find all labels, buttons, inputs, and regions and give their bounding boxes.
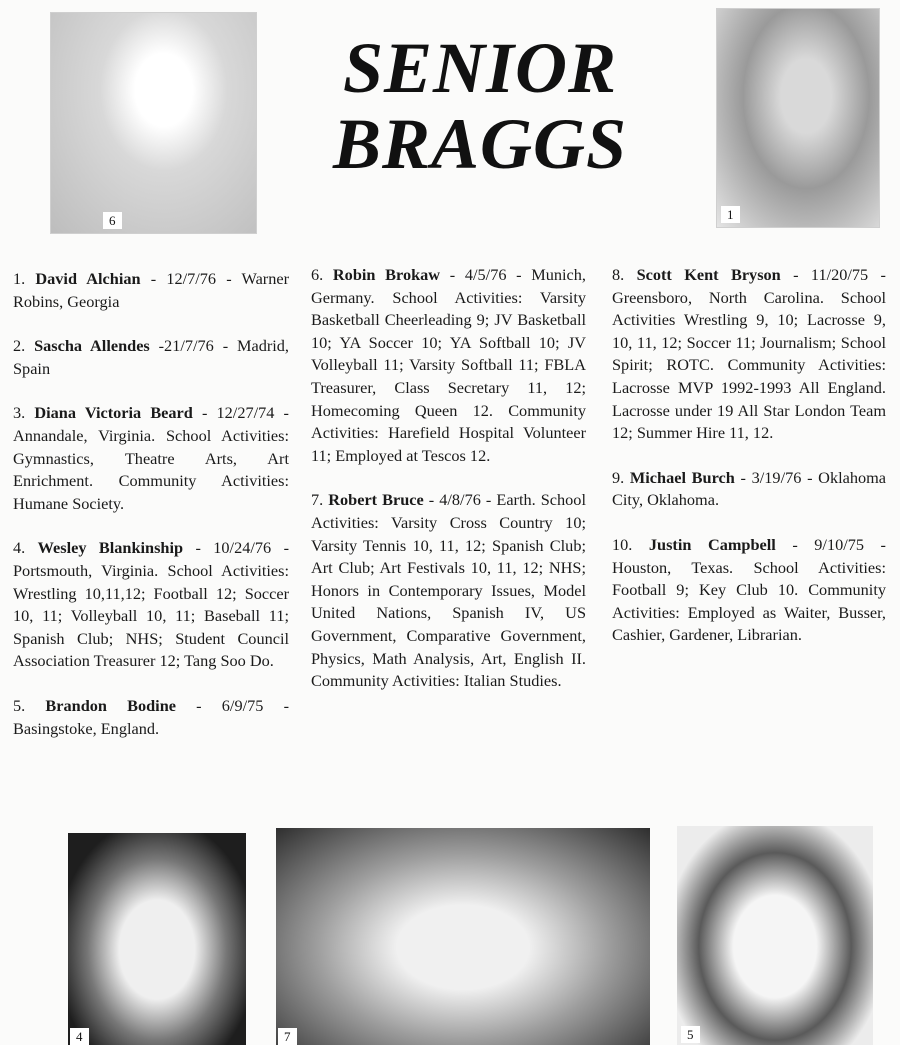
photo-image — [677, 826, 873, 1045]
senior-name: Michael Burch — [629, 467, 735, 487]
baby-photo-1 — [716, 8, 880, 228]
senior-entry: 2. Sascha Allendes -21/7/76 - Madrid, Spain — [13, 336, 289, 378]
baby-photo-7 — [276, 828, 650, 1045]
senior-name: Robert Bruce — [328, 490, 424, 510]
senior-name: Justin Campbell — [648, 534, 776, 554]
photo-image — [68, 833, 246, 1045]
baby-photo-6 — [50, 12, 257, 234]
column-2 — [311, 264, 586, 715]
senior-name: Diana Victoria Beard — [34, 403, 193, 423]
senior-entry: 9. Michael Burch - 3/19/76 - Oklahoma City, Oklahoma. — [612, 467, 887, 510]
senior-name: Brandon Bodine — [45, 695, 176, 715]
senior-name: Robin Brokaw — [332, 265, 441, 284]
page-title — [300, 30, 660, 182]
photo-number: 1 — [721, 206, 740, 223]
senior-entry: 4. Wesley Blankinship - 10/24/76 - Portsmouth, Virginia. School Activities: Wrestling 10,11,12; Football 12; Soccer 10, 11; Volleyball 10, 11; Baseball 11; Spanish Club; NHS; Student Council Association Treasurer 12; Tang Soo Do. — [13, 538, 289, 671]
photo-number: 6 — [103, 212, 122, 229]
senior-name: David Alchian — [35, 269, 141, 288]
baby-photo-4 — [68, 833, 246, 1045]
senior-entry: 6. Robin Brokaw - 4/5/76 - Munich, Germany. School Activities: Varsity Basketball Cheerleading 9; JV Basketball 10; YA Soccer 10; YA Softball 10; JV Volleyball 11; Varsity Softball 11; FBLA Treasurer, Class Secretary 11, 12; Homecoming Queen 12. Community Activities: Harefield Hospital Volunteer 11; Employed at Tescos 12. — [311, 265, 586, 465]
photo-image — [717, 9, 879, 227]
senior-entry: 3. Diana Victoria Beard - 12/27/74 - Annandale, Virginia. School Activities: Gymnastics, Theatre Arts, Art Enrichment. Community Activities: Humane Society. — [13, 403, 289, 513]
title-line-2: BRAGGS — [332, 104, 628, 184]
senior-entry: 5. Brandon Bodine - 6/9/75 - Basingstoke, England. — [13, 695, 289, 738]
senior-entry: 10. Justin Campbell - 9/10/75 - Houston, Texas. School Activities: Football 9; Key Club 10. Community Activities: Employed as Waiter, Busser, Cashier, Gardener, Librarian. — [612, 534, 886, 645]
column-1 — [13, 264, 289, 762]
senior-entry: 7. Robert Bruce - 4/8/76 - Earth. School Activities: Varsity Cross Country 10; Varsity Tennis 10, 11, 12; Spanish Club; Art Club; Art Festivals 10, 11, 12; NHS; Honors in Contemporary Issues, Model United Nations, Spanish IV, US Government, Comparative Government, Physics, Math Analysis, Art, English II. Community Activities: Italian Studies. — [311, 490, 586, 691]
photo-number: 4 — [70, 1028, 89, 1045]
senior-name: Wesley Blankinship — [37, 538, 184, 558]
baby-photo-5 — [677, 826, 873, 1045]
column-3 — [612, 264, 886, 669]
photo-number: 5 — [681, 1026, 700, 1043]
senior-name: Sascha Allendes — [34, 336, 150, 356]
photo-image — [276, 828, 650, 1045]
senior-entry: 8. Scott Kent Bryson - 11/20/75 - Greensboro, North Carolina. School Activities Wrestling 9, 10; Lacrosse 9, 10, 11, 12; Soccer 11; Journalism; School Spirit; ROTC. Community Activities: Lacrosse MVP 1992-1993 All England. Lacrosse under 19 All Star London Team 12; Summer Hire 11, 12. — [612, 265, 886, 443]
photo-number: 7 — [278, 1028, 297, 1045]
senior-name: Scott Kent Bryson — [636, 265, 781, 284]
photo-image — [51, 13, 256, 233]
senior-entry: 1. David Alchian - 12/7/76 - Warner Robins, Georgia — [13, 269, 290, 311]
title-line-1: SENIOR — [342, 28, 618, 108]
